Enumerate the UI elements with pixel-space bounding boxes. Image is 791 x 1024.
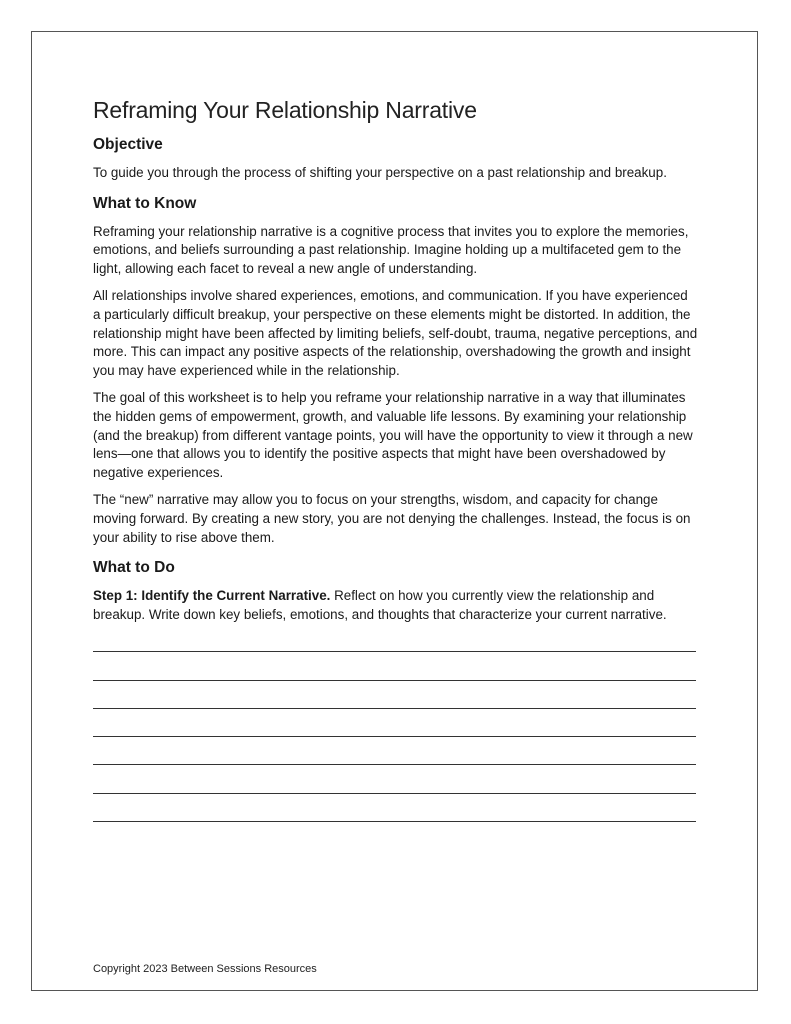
answer-line[interactable] [93, 709, 696, 737]
what-to-know-heading: What to Know [93, 194, 197, 212]
what-to-know-paragraph-3: The goal of this worksheet is to help you reframe your relationship narrative in a way that illuminates the hidden gems of empowerment, growth, and valuable life lessons. By examining your relationship (and the breakup) from different vantage points, you will have the opportunity to view it through a new lens—one that allows you to identify the positive aspects that might have been overshadowed by negative experiences. [93, 390, 693, 480]
objective-heading: Objective [93, 136, 163, 153]
what-to-know-paragraph-1: Reframing your relationship narrative is a cognitive process that invites you to explore the memories, emotions, and beliefs surrounding a past relationship. Imagine holding up a multifaceted gem to the light, allowing each facet to reveal a new angle of understanding. [93, 223, 689, 276]
answer-line[interactable] [93, 794, 696, 822]
answer-line[interactable] [93, 765, 696, 793]
answer-line[interactable] [93, 681, 696, 709]
copyright-footer: Copyright 2023 Between Sessions Resources [93, 963, 317, 975]
what-to-know-paragraph-2: All relationships involve shared experiences, emotions, and communication. If you have experienced a particularly difficult breakup, your perspective on these elements might be distorted. In addition, the relationship might have been affected by limiting beliefs, self-doubt, trauma, negative perceptions, and more. This can impact any positive aspects of the relationship, overshadowing the growth and insight you may have experienced while in the relationship. [93, 288, 698, 378]
page-title: Reframing Your Relationship Narrative [93, 97, 477, 123]
what-to-do-heading: What to Do [93, 559, 175, 577]
answer-lines [93, 636, 698, 822]
answer-line[interactable] [93, 737, 696, 765]
worksheet-content [93, 95, 698, 822]
answer-line[interactable] [93, 636, 696, 652]
step-1-label: Step 1: Identify the Current Narrative. [93, 588, 331, 604]
what-to-know-paragraph-4: The “new” narrative may allow you to focus on your strengths, wisdom, and capacity for change moving forward. By creating a new story, you are not denying the challenges. Instead, the focus is on your ability to rise above them. [93, 492, 691, 545]
answer-line[interactable] [93, 652, 696, 680]
objective-text: To guide you through the process of shifting your perspective on a past relationship and breakup. [93, 165, 667, 180]
step-1-instructions [93, 587, 698, 624]
step-1-text: Reflect on how you currently view the relationship and breakup. Write down key beliefs, emotions, and thoughts that characterize your current narrative. [93, 588, 667, 622]
